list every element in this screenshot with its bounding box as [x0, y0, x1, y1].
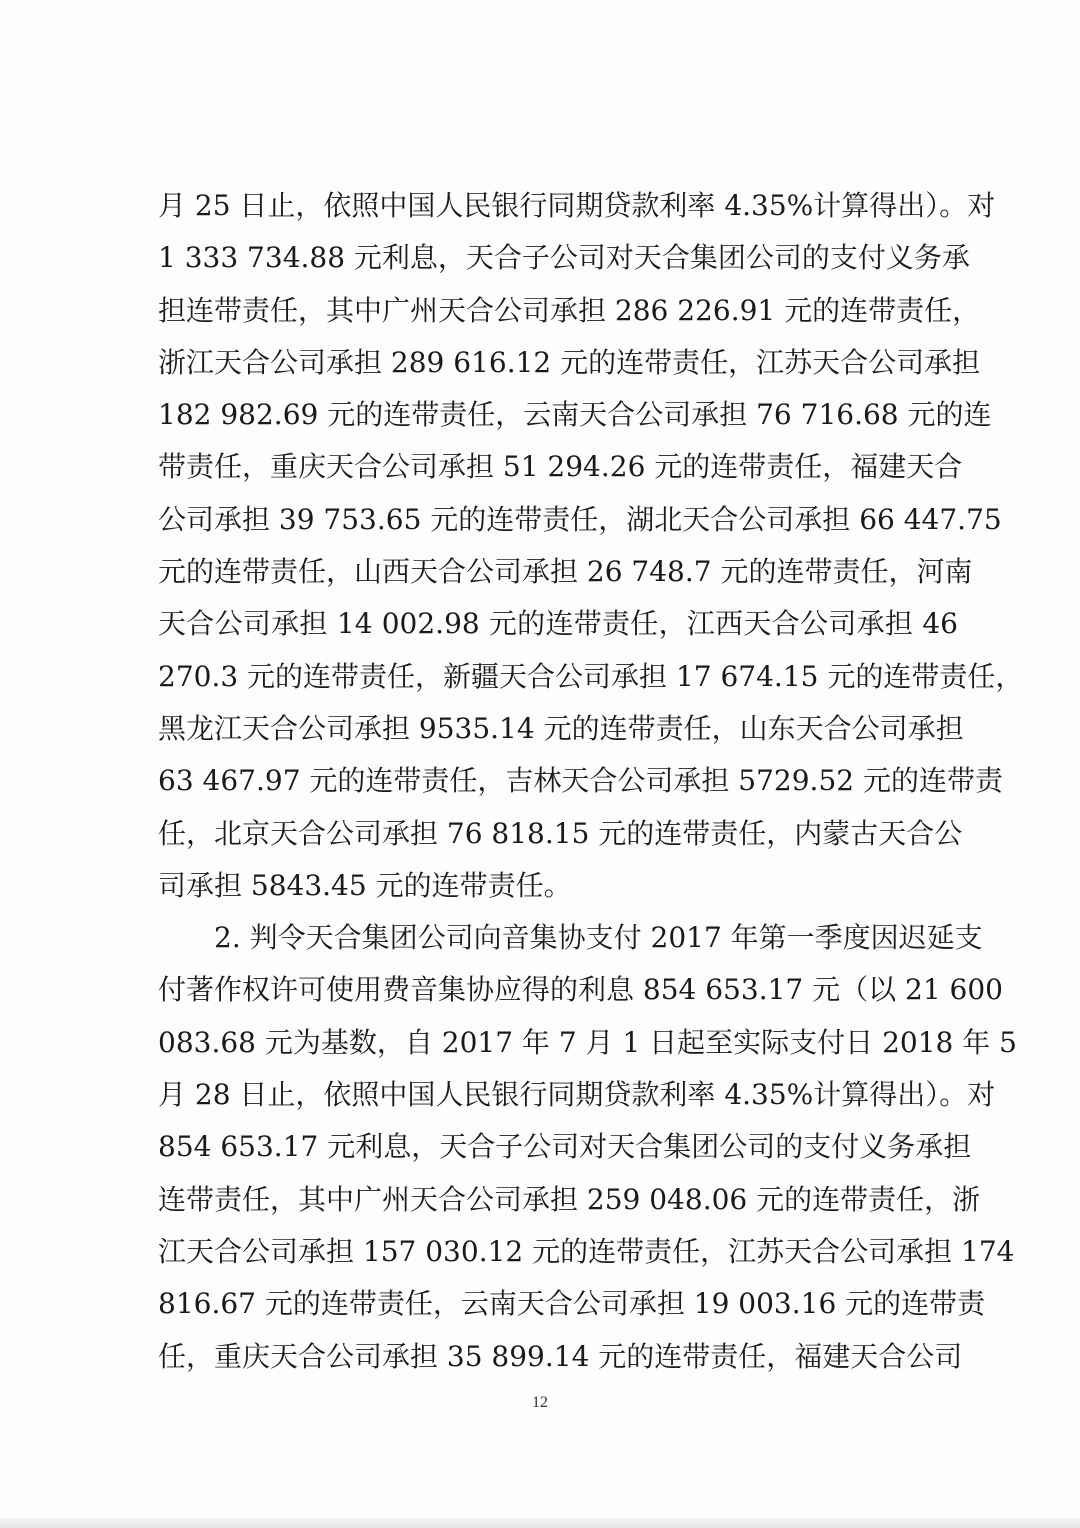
text-line: 816.67 元的连带责任，云南天合公司承担 19 003.16 元的连带责: [158, 1287, 986, 1321]
text-line: 连带责任，其中广州天合公司承担 259 048.06 元的连带责任，浙: [158, 1182, 981, 1216]
text-line: 黑龙江天合公司承担 9535.14 元的连带责任，山东天合公司承担: [158, 711, 964, 745]
text-line: 司承担 5843.45 元的连带责任。: [158, 868, 572, 902]
text-line: 担连带责任，其中广州天合公司承担 286 226.91 元的连带责任，: [158, 293, 981, 327]
text-line: 2. 判令天合集团公司向音集协支付 2017 年第一季度因迟延支: [214, 921, 983, 955]
text-line: 083.68 元为基数，自 2017 年 7 月 1 日起至实际支付日 2018 年 5: [158, 1025, 1017, 1059]
text-line: 公司承担 39 753.65 元的连带责任，湖北天合公司承担 66 447.75: [158, 502, 1002, 536]
page-bottom-edge: [0, 1518, 1080, 1528]
text-line: 270.3 元的连带责任，新疆天合公司承担 17 674.15 元的连带责任，: [158, 659, 1024, 693]
text-line: 63 467.97 元的连带责任，吉林天合公司承担 5729.52 元的连带责: [158, 764, 1003, 798]
text-line: 付著作权许可使用费音集协应得的利息 854 653.17 元（以 21 600: [158, 973, 1003, 1007]
text-line: 任，北京天合公司承担 76 818.15 元的连带责任，内蒙古天合公: [158, 816, 963, 850]
text-line: 天合公司承担 14 002.98 元的连带责任，江西天合公司承担 46: [158, 607, 958, 641]
page-number: 12: [532, 1394, 548, 1411]
body-text: [158, 180, 1024, 1383]
text-line: 月 28 日止，依照中国人民银行同期贷款利率 4.35%计算得出）。对: [158, 1078, 996, 1112]
text-line: 182 982.69 元的连带责任，云南天合公司承担 76 716.68 元的连: [158, 398, 992, 432]
text-line: 江天合公司承担 157 030.12 元的连带责任，江苏天合公司承担 174: [158, 1234, 1015, 1268]
text-line: 854 653.17 元利息，天合子公司对天合集团公司的支付义务承担: [158, 1130, 972, 1164]
text-line: 元的连带责任，山西天合公司承担 26 748.7 元的连带责任，河南: [158, 555, 973, 589]
text-line: 带责任，重庆天合公司承担 51 294.26 元的连带责任，福建天合: [158, 450, 963, 484]
text-line: 浙江天合公司承担 289 616.12 元的连带责任，江苏天合公司承担: [158, 345, 981, 379]
text-line: 任，重庆天合公司承担 35 899.14 元的连带责任，福建天合公司: [158, 1339, 963, 1373]
text-line: 1 333 734.88 元利息，天合子公司对天合集团公司的支付义务承: [158, 241, 970, 275]
text-line: 月 25 日止，依照中国人民银行同期贷款利率 4.35%计算得出）。对: [158, 189, 996, 222]
